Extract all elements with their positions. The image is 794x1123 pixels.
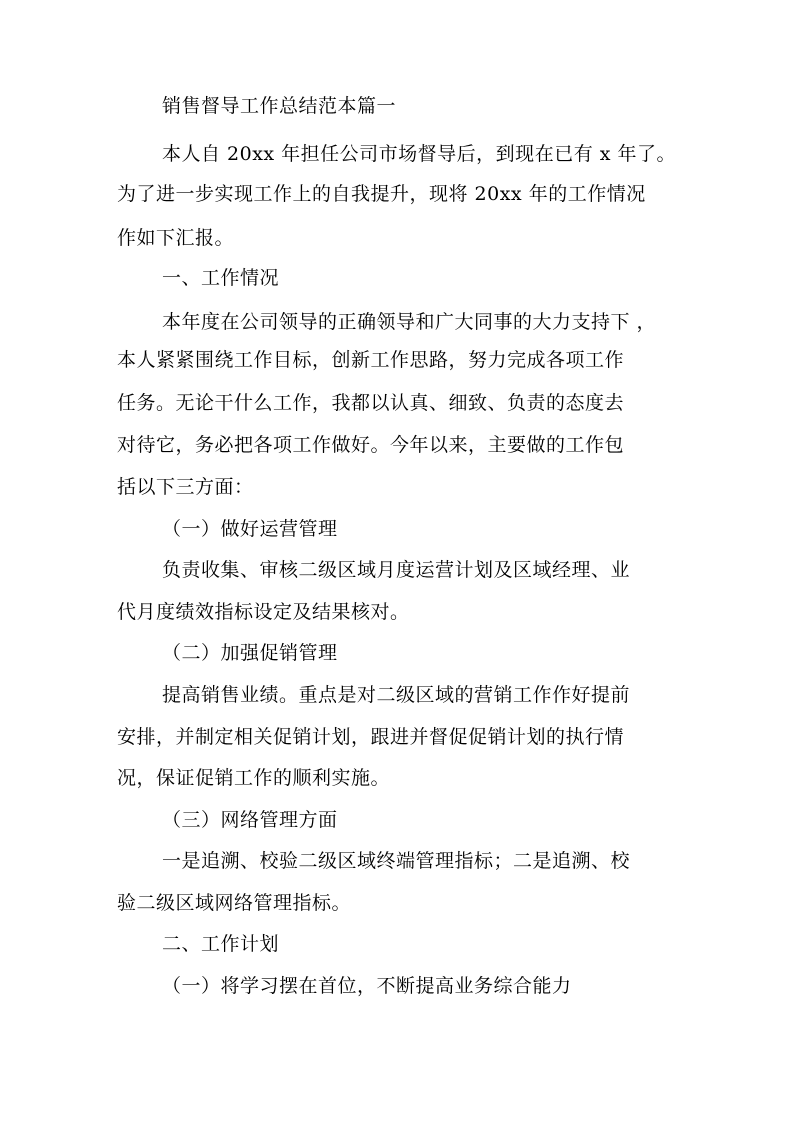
paragraph-line: 为了进一步实现工作上的自我提升，现将 20xx 年的工作情况	[117, 183, 646, 205]
paragraph-line: 验二级区域网络管理指标。	[117, 892, 352, 914]
paragraph-line: 负责收集、审核二级区域月度运营计划及区域经理、业	[162, 559, 631, 581]
paragraph-line: 任务。无论干什么工作，我都以认真、细致、负责的态度去	[117, 392, 625, 414]
subsection-heading: （一）做好运营管理	[162, 518, 338, 540]
paragraph-line: 安排，并制定相关促销计划，跟进并督促促销计划的执行情	[117, 726, 625, 748]
paragraph-line: 代月度绩效指标设定及结果核对。	[117, 601, 410, 623]
paragraph-line: 本年度在公司领导的正确领导和广大同事的大力支持下 ，	[162, 311, 657, 333]
paragraph-line: 作如下汇报。	[117, 227, 235, 249]
paragraph-line: 一是追溯、校验二级区域终端管理指标；二是追溯、校	[162, 850, 631, 872]
subsection-heading: （一）将学习摆在首位，不断提高业务综合能力	[162, 975, 572, 997]
paragraph-line: 对待它，务必把各项工作做好。今年以来，主要做的工作包	[117, 434, 625, 456]
paragraph-line: 况，保证促销工作的顺利实施。	[117, 767, 391, 789]
subsection-heading: （二）加强促销管理	[162, 642, 338, 664]
document-title: 销售督导工作总结范本篇一	[162, 95, 397, 117]
paragraph-line: 括以下三方面：	[117, 476, 254, 498]
paragraph-line: 本人紧紧围绕工作目标，创新工作思路，努力完成各项工作	[117, 349, 625, 371]
paragraph-line: 提高销售业绩。重点是对二级区域的营销工作作好提前	[162, 684, 631, 706]
section-heading: 一、工作情况	[162, 267, 280, 289]
paragraph-line: 本人自 20xx 年担任公司市场督导后，到现在已有 x 年了。	[162, 143, 676, 165]
section-heading: 二、工作计划	[162, 933, 280, 955]
subsection-heading: （三）网络管理方面	[162, 809, 338, 831]
